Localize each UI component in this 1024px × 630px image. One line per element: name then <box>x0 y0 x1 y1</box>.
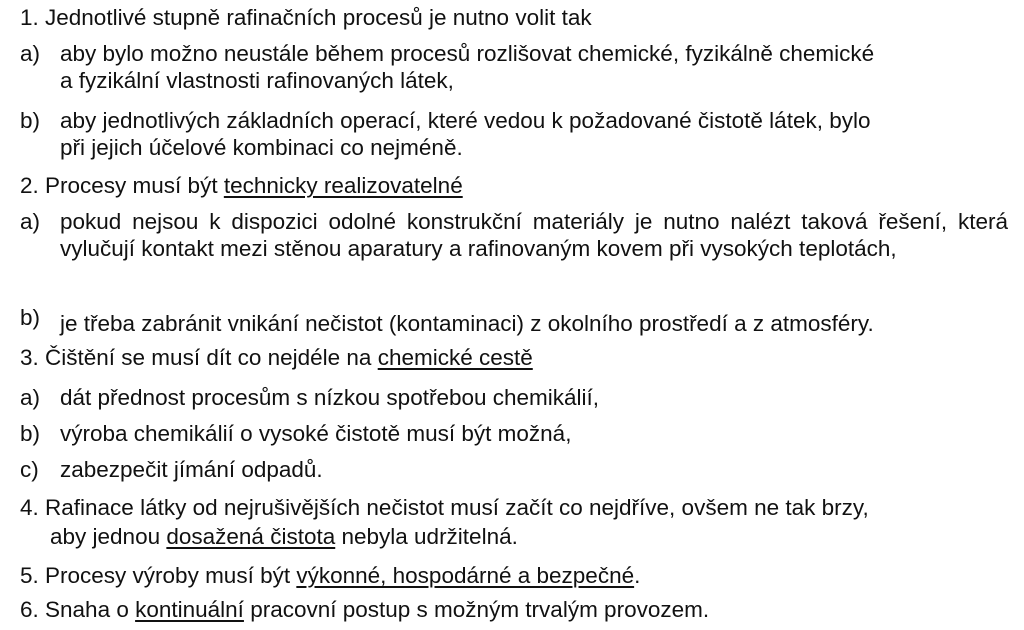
section-2-heading <box>20 172 463 199</box>
section-4-line-2 <box>50 523 518 550</box>
item-3c-label: c) <box>20 457 39 482</box>
section-1-heading: 1. Jednotlivé stupně rafinačních procesů je nutno volit tak <box>20 5 592 30</box>
item-2a-label: a) <box>20 209 41 234</box>
section-4-line-2-text: aby jednou <box>50 524 167 549</box>
section-2-heading-underlined: technicky realizovatelné <box>223 173 463 198</box>
item-1b-text-cont: při jejich účelové kombinaci co nejméně. <box>60 135 463 160</box>
section-5-heading <box>20 562 640 589</box>
item-2b-label: b) <box>20 305 41 330</box>
section-6-heading-end: pracovní postup s možným trvalým provozem. <box>243 597 710 622</box>
item-1b-text: aby jednotlivých základních operací, které vedou k požadované čistotě látek, bylo <box>60 108 871 133</box>
section-5-heading-underlined: výkonné, hospodárné a bezpečné <box>296 563 635 588</box>
item-1a-label: a) <box>20 41 41 66</box>
item-3a-label: a) <box>20 385 41 410</box>
item-2a-text: pokud nejsou k dispozici odolné konstrukční materiály je nutno nalézt taková řešení, která vylučují kontakt mezi stěnou aparatury a rafinovaným kovem při vysokých teplotách, <box>60 209 1008 261</box>
item-3b-label: b) <box>20 421 41 446</box>
section-6-heading <box>20 596 709 623</box>
item-1a-text: aby bylo možno neustále během procesů rozlišovat chemické, fyzikálně chemické <box>60 41 875 66</box>
section-5-heading-text: 5. Procesy výroby musí být <box>20 563 297 588</box>
item-3a-text: dát přednost procesům s nízkou spotřebou chemikálií, <box>60 385 600 410</box>
section-2-heading-text: 2. Procesy musí být <box>20 173 224 198</box>
section-3-heading-underlined: chemické cestě <box>377 345 533 370</box>
item-2b-text: je třeba zabránit vnikání nečistot (kontaminaci) z okolního prostředí a z atmosféry. <box>60 311 874 336</box>
item-1a-text-cont: a fyzikální vlastnosti rafinovaných látek, <box>60 68 454 93</box>
section-3-heading-text: 3. Čištění se musí dít co nejdéle na <box>20 345 378 370</box>
item-3b-text: výroba chemikálií o vysoké čistotě musí být možná, <box>60 421 572 446</box>
section-3-heading <box>20 344 533 371</box>
section-4-line-1: 4. Rafinace látky od nejrušivějších nečistot musí začít co nejdříve, ovšem ne tak brzy, <box>20 495 869 520</box>
section-6-heading-text: 6. Snaha o <box>20 597 136 622</box>
section-5-heading-end: . <box>634 563 641 588</box>
item-3c-text: zabezpečit jímání odpadů. <box>60 457 323 482</box>
section-4-line-2-end: nebyla udržitelná. <box>335 524 518 549</box>
section-4-underlined: dosažená čistota <box>166 524 336 549</box>
section-6-heading-underlined: kontinuální <box>135 597 244 622</box>
item-1b-label: b) <box>20 108 41 133</box>
